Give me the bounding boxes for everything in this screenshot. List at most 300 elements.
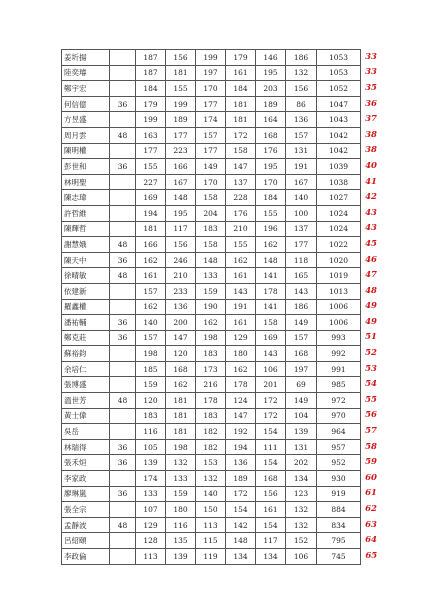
score-cell: 191 (226, 299, 256, 315)
table-row (62, 127, 382, 143)
score-cell: 178 (196, 393, 226, 409)
score-cell: 170 (196, 174, 226, 190)
score-cell: 147 (226, 408, 256, 424)
score-cell: 197 (286, 361, 317, 377)
score-cell: 131 (286, 439, 317, 455)
score-cell: 197 (196, 65, 226, 81)
score-cell: 158 (196, 190, 226, 206)
score-cell: 136 (286, 112, 317, 128)
score-table-body (62, 50, 382, 565)
score-cell: 246 (166, 252, 196, 268)
rank-cell: 53 (365, 363, 377, 374)
score-cell: 113 (136, 549, 166, 565)
score-cell: 185 (136, 361, 166, 377)
table-row (62, 346, 382, 362)
total-cell: 834 (317, 517, 361, 533)
score-cell: 184 (136, 81, 166, 97)
score-cell: 198 (196, 330, 226, 346)
name-cell: 羅鑫權 (62, 299, 110, 315)
rank-cell: 37 (365, 114, 377, 125)
table-row (62, 283, 382, 299)
table-row (62, 205, 382, 221)
number-cell: 36 (110, 159, 136, 175)
score-cell: 174 (196, 112, 226, 128)
score-cell: 181 (166, 393, 196, 409)
score-cell: 177 (196, 96, 226, 112)
number-cell (110, 283, 136, 299)
score-cell: 210 (226, 221, 256, 237)
score-cell: 140 (286, 190, 317, 206)
score-cell: 128 (136, 533, 166, 549)
number-cell: 48 (110, 127, 136, 143)
score-cell: 157 (286, 330, 317, 346)
score-cell: 154 (256, 455, 286, 471)
score-cell: 182 (196, 439, 226, 455)
score-cell: 148 (196, 252, 226, 268)
score-cell: 170 (256, 174, 286, 190)
total-cell: 964 (317, 424, 361, 440)
table-row (62, 268, 382, 284)
score-cell: 176 (226, 205, 256, 221)
number-cell: 36 (110, 315, 136, 331)
score-cell: 147 (226, 159, 256, 175)
score-cell: 178 (226, 377, 256, 393)
name-cell: 蘇裕鈞 (62, 346, 110, 362)
score-cell: 133 (136, 486, 166, 502)
number-cell: 48 (110, 237, 136, 253)
number-cell (110, 205, 136, 221)
rank-cell: 42 (365, 192, 377, 203)
score-cell: 132 (196, 471, 226, 487)
score-cell: 168 (256, 127, 286, 143)
rank-cell: 59 (365, 457, 377, 468)
score-cell: 189 (226, 471, 256, 487)
name-cell: 謝慧娥 (62, 237, 110, 253)
table-row (62, 221, 382, 237)
rank-cell: 56 (365, 410, 377, 421)
name-cell: 陳志瑋 (62, 190, 110, 206)
total-cell: 952 (317, 455, 361, 471)
score-cell: 167 (166, 174, 196, 190)
score-cell: 186 (286, 299, 317, 315)
score-cell: 150 (196, 502, 226, 518)
score-cell: 191 (286, 159, 317, 175)
score-cell: 116 (136, 424, 166, 440)
score-cell: 123 (286, 486, 317, 502)
score-cell: 140 (136, 315, 166, 331)
rank-cell: 33 (365, 67, 377, 78)
table-row (62, 424, 382, 440)
score-cell: 131 (286, 143, 317, 159)
score-cell: 107 (136, 502, 166, 518)
score-cell: 202 (286, 455, 317, 471)
score-cell: 154 (256, 517, 286, 533)
score-cell: 135 (166, 533, 196, 549)
rank-cell: 64 (365, 535, 377, 546)
score-cell: 163 (136, 127, 166, 143)
number-cell (110, 65, 136, 81)
score-cell: 162 (196, 315, 226, 331)
score-cell: 177 (286, 237, 317, 253)
score-cell: 181 (166, 408, 196, 424)
name-cell: 溫世芳 (62, 393, 110, 409)
number-cell: 36 (110, 439, 136, 455)
total-cell: 1039 (317, 159, 361, 175)
rank-cell: 46 (365, 254, 377, 265)
name-cell: 陳輝哲 (62, 221, 110, 237)
score-cell: 137 (286, 221, 317, 237)
number-cell (110, 143, 136, 159)
table-row (62, 455, 382, 471)
score-cell: 195 (256, 65, 286, 81)
score-cell: 105 (136, 439, 166, 455)
score-cell: 172 (226, 127, 256, 143)
score-cell: 162 (256, 237, 286, 253)
total-cell: 884 (317, 502, 361, 518)
score-cell: 118 (286, 252, 317, 268)
score-cell: 183 (196, 408, 226, 424)
score-cell: 153 (196, 455, 226, 471)
name-cell: 余培仁 (62, 361, 110, 377)
rank-cell: 65 (365, 550, 378, 561)
score-cell: 216 (196, 377, 226, 393)
name-cell: 張全宗 (62, 502, 110, 518)
score-cell: 137 (226, 174, 256, 190)
name-cell: 方昱盛 (62, 112, 110, 128)
name-cell: 吳岳 (62, 424, 110, 440)
score-cell: 223 (166, 143, 196, 159)
rank-cell: 57 (365, 426, 377, 437)
number-cell: 36 (110, 455, 136, 471)
score-cell: 203 (256, 81, 286, 97)
total-cell: 795 (317, 533, 361, 549)
table-row (62, 393, 382, 409)
total-cell: 1053 (317, 65, 361, 81)
score-cell: 180 (226, 346, 256, 362)
total-cell: 1027 (317, 190, 361, 206)
total-cell: 1013 (317, 283, 361, 299)
score-cell: 158 (256, 315, 286, 331)
score-cell: 133 (166, 471, 196, 487)
score-cell: 100 (286, 205, 317, 221)
number-cell (110, 408, 136, 424)
score-cell: 178 (256, 283, 286, 299)
score-cell: 172 (256, 408, 286, 424)
score-cell: 189 (256, 96, 286, 112)
score-cell: 168 (286, 346, 317, 362)
score-cell: 172 (256, 393, 286, 409)
number-cell (110, 81, 136, 97)
name-cell: 李政倫 (62, 549, 110, 565)
name-cell: 張禾烜 (62, 455, 110, 471)
rank-cell: 49 (365, 301, 377, 312)
total-cell: 970 (317, 408, 361, 424)
score-cell: 143 (226, 283, 256, 299)
score-cell: 119 (196, 549, 226, 565)
rank-cell: 45 (365, 238, 377, 249)
table-row (62, 361, 382, 377)
total-cell: 991 (317, 361, 361, 377)
score-cell: 104 (286, 408, 317, 424)
score-cell: 147 (166, 330, 196, 346)
score-cell: 162 (166, 377, 196, 393)
rank-cell: 63 (365, 519, 377, 530)
table-row (62, 299, 382, 315)
score-cell: 155 (256, 205, 286, 221)
score-cell: 117 (256, 533, 286, 549)
table-row (62, 65, 382, 81)
score-cell: 166 (166, 159, 196, 175)
score-cell: 162 (136, 252, 166, 268)
name-cell: 何信億 (62, 96, 110, 112)
total-cell: 1024 (317, 221, 361, 237)
score-cell: 113 (196, 517, 226, 533)
score-cell: 177 (196, 143, 226, 159)
rank-cell: 60 (365, 472, 377, 483)
score-cell: 179 (226, 50, 256, 66)
name-cell: 鄭宇宏 (62, 81, 110, 97)
score-cell: 139 (166, 549, 196, 565)
score-cell: 183 (196, 346, 226, 362)
score-cell: 199 (196, 50, 226, 66)
score-cell: 134 (256, 549, 286, 565)
score-cell: 159 (136, 377, 166, 393)
score-cell: 149 (196, 159, 226, 175)
table-row (62, 96, 382, 112)
table-row (62, 533, 382, 549)
score-cell: 199 (136, 112, 166, 128)
number-cell: 36 (110, 486, 136, 502)
rank-cell: 38 (365, 129, 377, 140)
score-cell: 161 (226, 65, 256, 81)
table-row (62, 315, 382, 331)
number-cell (110, 361, 136, 377)
score-cell: 106 (286, 549, 317, 565)
total-cell: 930 (317, 471, 361, 487)
score-cell: 161 (136, 268, 166, 284)
rank-cell: 62 (365, 504, 377, 515)
total-cell: 919 (317, 486, 361, 502)
name-cell: 潘祐輔 (62, 315, 110, 331)
score-cell: 143 (286, 283, 317, 299)
score-cell: 168 (166, 361, 196, 377)
rank-cell: 43 (365, 223, 377, 234)
total-cell: 1043 (317, 112, 361, 128)
score-cell: 155 (136, 159, 166, 175)
score-table (61, 49, 382, 565)
name-cell: 許哲維 (62, 205, 110, 221)
total-cell: 1053 (317, 50, 361, 66)
name-cell: 黃士偉 (62, 408, 110, 424)
score-cell: 148 (256, 252, 286, 268)
score-cell: 143 (256, 346, 286, 362)
score-cell: 194 (226, 439, 256, 455)
score-cell: 195 (256, 159, 286, 175)
rank-cell: 51 (365, 332, 377, 343)
score-cell: 141 (256, 268, 286, 284)
score-cell: 181 (166, 424, 196, 440)
score-cell: 116 (166, 517, 196, 533)
score-cell: 181 (226, 112, 256, 128)
score-cell: 117 (166, 221, 196, 237)
score-cell: 196 (256, 221, 286, 237)
score-cell: 106 (256, 361, 286, 377)
score-cell: 161 (226, 268, 256, 284)
score-cell: 157 (196, 127, 226, 143)
total-cell: 1038 (317, 174, 361, 190)
score-cell: 183 (196, 221, 226, 237)
table-row (62, 471, 382, 487)
total-cell: 1022 (317, 237, 361, 253)
total-cell: 1042 (317, 127, 361, 143)
rank-cell: 36 (365, 98, 377, 109)
score-cell: 176 (256, 143, 286, 159)
table-row (62, 517, 382, 533)
score-cell: 201 (256, 377, 286, 393)
score-cell: 192 (226, 424, 256, 440)
rank-cell: 52 (365, 348, 377, 359)
score-cell: 136 (226, 455, 256, 471)
score-cell: 115 (196, 533, 226, 549)
rank-cell: 61 (365, 488, 377, 499)
score-cell: 139 (136, 455, 166, 471)
rank-cell: 40 (365, 160, 377, 171)
total-cell: 992 (317, 346, 361, 362)
name-cell: 彭世和 (62, 159, 110, 175)
name-cell: 林瑞得 (62, 439, 110, 455)
number-cell (110, 549, 136, 565)
total-cell: 957 (317, 439, 361, 455)
score-cell: 180 (166, 502, 196, 518)
table-row (62, 237, 382, 253)
table-row (62, 174, 382, 190)
score-cell: 141 (256, 299, 286, 315)
table-row (62, 502, 382, 518)
rank-cell: 43 (365, 207, 377, 218)
score-cell: 227 (136, 174, 166, 190)
rank-cell: 48 (365, 285, 377, 296)
rank-cell: 41 (365, 176, 377, 187)
score-cell: 134 (286, 471, 317, 487)
table-row (62, 252, 382, 268)
total-cell: 1024 (317, 205, 361, 221)
score-cell: 132 (286, 65, 317, 81)
score-cell: 155 (166, 81, 196, 97)
score-cell: 173 (196, 361, 226, 377)
rank-cell: 54 (365, 379, 377, 390)
name-cell: 徐晴敏 (62, 268, 110, 284)
score-cell: 133 (196, 268, 226, 284)
number-cell (110, 50, 136, 66)
number-cell (110, 190, 136, 206)
score-cell: 169 (256, 330, 286, 346)
score-cell: 149 (286, 393, 317, 409)
score-cell: 129 (136, 517, 166, 533)
name-cell: 鄭克莊 (62, 330, 110, 346)
score-cell: 161 (226, 315, 256, 331)
name-cell: 陸奕璿 (62, 65, 110, 81)
rank-cell: 33 (365, 51, 377, 62)
score-cell: 181 (136, 221, 166, 237)
score-cell: 166 (136, 237, 166, 253)
score-cell: 154 (226, 502, 256, 518)
score-cell: 136 (166, 299, 196, 315)
score-cell: 157 (136, 283, 166, 299)
name-cell: 周月雲 (62, 127, 110, 143)
score-cell: 152 (286, 533, 317, 549)
rank-cell: 49 (365, 316, 377, 327)
name-cell: 廖琳嵐 (62, 486, 110, 502)
total-cell: 972 (317, 393, 361, 409)
total-cell: 993 (317, 330, 361, 346)
score-cell: 156 (286, 81, 317, 97)
table-row (62, 439, 382, 455)
score-cell: 162 (226, 252, 256, 268)
score-cell: 162 (136, 299, 166, 315)
score-cell: 195 (166, 205, 196, 221)
score-cell: 172 (226, 486, 256, 502)
number-cell (110, 533, 136, 549)
total-cell: 1006 (317, 315, 361, 331)
score-cell: 162 (226, 361, 256, 377)
score-cell: 148 (166, 190, 196, 206)
total-cell: 1042 (317, 143, 361, 159)
score-cell: 154 (256, 424, 286, 440)
name-cell: 陳天中 (62, 252, 110, 268)
score-cell: 181 (166, 65, 196, 81)
score-cell: 174 (136, 471, 166, 487)
score-cell: 156 (166, 237, 196, 253)
number-cell (110, 346, 136, 362)
total-cell: 1019 (317, 268, 361, 284)
score-cell: 69 (286, 377, 317, 393)
name-cell: 呂紹頤 (62, 533, 110, 549)
score-cell: 148 (226, 533, 256, 549)
score-cell: 233 (166, 283, 196, 299)
score-cell: 132 (286, 517, 317, 533)
score-cell: 167 (286, 174, 317, 190)
total-cell: 1006 (317, 299, 361, 315)
total-cell: 1052 (317, 81, 361, 97)
score-cell: 157 (136, 330, 166, 346)
score-cell: 198 (136, 346, 166, 362)
score-cell: 86 (286, 96, 317, 112)
score-cell: 168 (256, 471, 286, 487)
score-cell: 228 (226, 190, 256, 206)
number-cell (110, 471, 136, 487)
score-cell: 169 (136, 190, 166, 206)
score-cell: 157 (286, 127, 317, 143)
score-cell: 156 (166, 50, 196, 66)
table-row (62, 81, 382, 97)
score-cell: 142 (226, 517, 256, 533)
score-cell: 134 (226, 549, 256, 565)
number-cell: 48 (110, 268, 136, 284)
score-cell: 159 (166, 486, 196, 502)
table-row (62, 408, 382, 424)
score-cell: 184 (256, 190, 286, 206)
rank-cell: 47 (365, 270, 377, 281)
score-cell: 184 (226, 81, 256, 97)
total-cell: 985 (317, 377, 361, 393)
table-row (62, 486, 382, 502)
number-cell (110, 174, 136, 190)
score-cell: 140 (196, 486, 226, 502)
number-cell (110, 221, 136, 237)
score-cell: 170 (196, 81, 226, 97)
name-cell: 張博盛 (62, 377, 110, 393)
rank-cell: 35 (365, 82, 377, 93)
